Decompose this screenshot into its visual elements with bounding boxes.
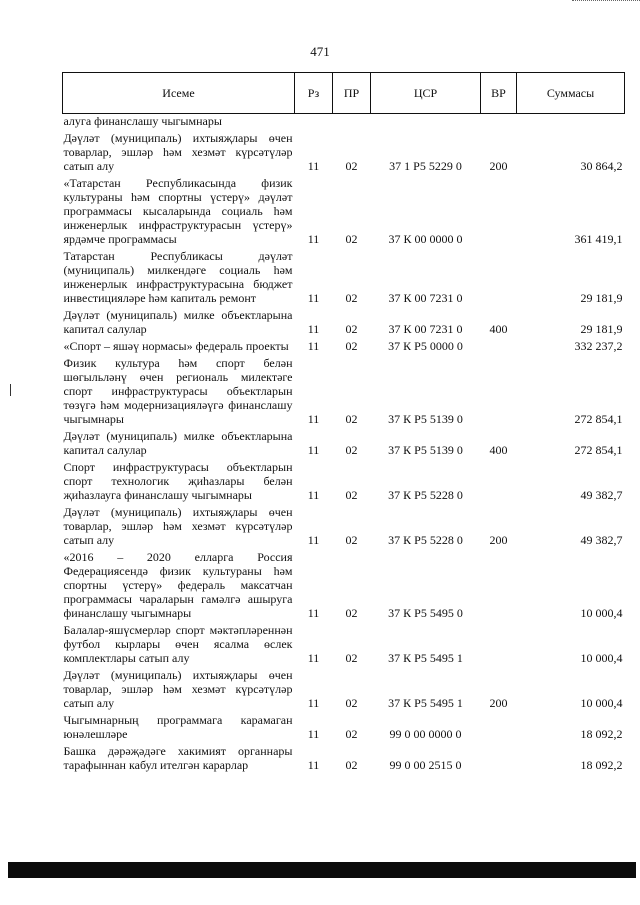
row-sum: 272 854,1 <box>574 412 623 426</box>
row-csr <box>371 114 481 131</box>
row-csr: 37 К P5 0000 0 <box>388 339 463 353</box>
table-row <box>63 175 625 248</box>
row-pr: 02 <box>345 443 358 457</box>
row-csr: 37 К 00 0000 0 <box>388 232 463 246</box>
row-vr <box>481 338 517 355</box>
table-row <box>63 338 625 355</box>
row-vr <box>481 248 517 307</box>
page-number: 471 <box>310 44 330 59</box>
row-pr: 02 <box>345 159 358 173</box>
row-csr: 37 К 00 7231 0 <box>388 322 463 336</box>
row-name: Дәүләт (муниципаль) ихтыяҗлары өчен товарлар, эшләр һәм хезмәт күрсәтүләр сатып алу <box>63 505 293 547</box>
row-sum: 29 181,9 <box>580 291 623 305</box>
row-vr: 200 <box>489 533 508 547</box>
row-vr <box>481 712 517 743</box>
row-rz <box>295 114 333 131</box>
row-pr: 02 <box>345 291 358 305</box>
row-csr: 37 К 00 7231 0 <box>388 291 463 305</box>
row-pr: 02 <box>345 758 358 772</box>
row-sum: 18 092,2 <box>580 727 623 741</box>
row-pr: 02 <box>345 339 358 353</box>
header-name: Исеме <box>63 73 295 114</box>
row-rz: 11 <box>307 488 320 502</box>
row-pr <box>333 114 371 131</box>
table-row <box>63 504 625 549</box>
row-rz: 11 <box>307 291 320 305</box>
row-sum: 10 000,4 <box>580 651 623 665</box>
row-name: «Спорт – яшәү нормасы» федераль проекты <box>63 339 289 353</box>
row-vr: 400 <box>489 443 508 457</box>
row-rz: 11 <box>307 159 320 173</box>
row-vr <box>481 549 517 622</box>
row-pr: 02 <box>345 533 358 547</box>
row-name: алуга финанслашу чыгымнары <box>63 114 222 128</box>
table-row <box>63 307 625 338</box>
row-name: «2016 – 2020 елларга Россия Федерациясендә физик культураны һәм спортны үстерү» федераль максатчан программасы чараларын гамәлгә ашыруга финанслашу чыгымнары <box>63 550 293 620</box>
scan-edge-rule <box>572 0 640 4</box>
row-csr: 37 К P5 5495 1 <box>388 696 463 710</box>
budget-table <box>62 72 625 774</box>
row-rz: 11 <box>307 651 320 665</box>
header-vr: ВР <box>481 73 517 114</box>
row-name: Башка дәрәҗәдәге хакимият органнары тарафыннан кабул ителгән карарлар <box>63 744 293 772</box>
table-row <box>63 743 625 774</box>
row-rz: 11 <box>307 232 320 246</box>
row-name: Дәүләт (муниципаль) милке объектларына капитал салулар <box>63 429 293 457</box>
row-rz: 11 <box>307 443 320 457</box>
row-name: Балалар-яшүсмерләр спорт мәктәпләреннән футбол кырлары өчен ясалма өслек комплектлары сатып алу <box>63 623 293 665</box>
row-sum: 332 237,2 <box>574 339 623 353</box>
row-csr: 37 К P5 5139 0 <box>388 443 463 457</box>
table-row <box>63 355 625 428</box>
row-vr <box>481 743 517 774</box>
table-header-row <box>63 73 625 114</box>
row-name: Физик культура һәм спорт белән шөгыльләнү өчен региональ милектәге спорт инфраструктурасы объектларын төзүгә һәм модернизацияләүгә финанслашу чыгымнары <box>63 356 293 426</box>
row-csr: 37 К P5 5139 0 <box>388 412 463 426</box>
row-pr: 02 <box>345 651 358 665</box>
row-pr: 02 <box>345 322 358 336</box>
row-csr: 99 0 00 0000 0 <box>389 727 462 741</box>
row-name: Спорт инфраструктурасы объектларын спорт технологик җиһазлары белән җиһазлауга финанслашу чыгымнары <box>63 460 293 502</box>
row-pr: 02 <box>345 488 358 502</box>
row-sum: 30 864,2 <box>580 159 623 173</box>
table-row <box>63 712 625 743</box>
row-pr: 02 <box>345 606 358 620</box>
row-sum: 29 181,9 <box>580 322 623 336</box>
row-rz: 11 <box>307 322 320 336</box>
row-rz: 11 <box>307 412 320 426</box>
row-csr: 37 К P5 5495 0 <box>388 606 463 620</box>
row-csr: 99 0 00 2515 0 <box>389 758 462 772</box>
row-sum: 49 382,7 <box>580 533 623 547</box>
margin-mark <box>10 384 11 396</box>
row-vr <box>481 459 517 504</box>
row-sum: 10 000,4 <box>580 696 623 710</box>
scan-bottom-bar <box>8 862 636 878</box>
row-pr: 02 <box>345 727 358 741</box>
row-sum: 361 419,1 <box>574 232 623 246</box>
row-rz: 11 <box>307 606 320 620</box>
row-rz: 11 <box>307 533 320 547</box>
table-row <box>63 428 625 459</box>
row-sum: 18 092,2 <box>580 758 623 772</box>
row-vr <box>481 114 517 131</box>
table-row <box>63 130 625 175</box>
row-pr: 02 <box>345 412 358 426</box>
table-row <box>63 549 625 622</box>
row-name: «Татарстан Республикасында физик культураны һәм спортны үстерү» дәүләт программасы кысаларында социаль һәм инженерлык инфраструктурасын үстерү» ярдәмче программасы <box>63 176 293 246</box>
header-sum: Суммасы <box>517 73 625 114</box>
header-csr: ЦСР <box>371 73 481 114</box>
row-vr <box>481 175 517 248</box>
row-pr: 02 <box>345 696 358 710</box>
row-vr: 200 <box>489 159 508 173</box>
row-pr: 02 <box>345 232 358 246</box>
row-name: Татарстан Республикасы дәүләт (муниципаль) милкендәге социаль һәм инженерлык инфраструктурасына бюджет инвестицияләре һәм капиталь ремонт <box>63 249 293 305</box>
row-vr: 400 <box>489 322 508 336</box>
row-name: Дәүләт (муниципаль) ихтыяҗлары өчен товарлар, эшләр һәм хезмәт күрсәтүләр сатып алу <box>63 131 293 173</box>
row-sum: 272 854,1 <box>574 443 623 457</box>
table-row <box>63 459 625 504</box>
row-rz: 11 <box>307 696 320 710</box>
row-vr <box>481 355 517 428</box>
row-sum: 10 000,4 <box>580 606 623 620</box>
table-row <box>63 622 625 667</box>
row-sum: 49 382,7 <box>580 488 623 502</box>
row-csr: 37 К P5 5228 0 <box>388 533 463 547</box>
table-row <box>63 114 625 131</box>
table-row <box>63 667 625 712</box>
row-vr <box>481 622 517 667</box>
row-csr: 37 К P5 5228 0 <box>388 488 463 502</box>
row-csr: 37 К P5 5495 1 <box>388 651 463 665</box>
row-rz: 11 <box>307 339 320 353</box>
row-name: Дәүләт (муниципаль) милке объектларына капитал салулар <box>63 308 293 336</box>
header-pr: ПР <box>333 73 371 114</box>
row-csr: 37 1 P5 5229 0 <box>389 159 462 173</box>
row-sum <box>517 114 625 131</box>
table-row <box>63 248 625 307</box>
row-name: Чыгымнарның программага карамаган юнәлешләре <box>63 713 293 741</box>
row-rz: 11 <box>307 727 320 741</box>
header-rz: Рз <box>295 73 333 114</box>
row-name: Дәүләт (муниципаль) ихтыяҗлары өчен товарлар, эшләр һәм хезмәт күрсәтүләр сатып алу <box>63 668 293 710</box>
row-rz: 11 <box>307 758 320 772</box>
row-vr: 200 <box>489 696 508 710</box>
